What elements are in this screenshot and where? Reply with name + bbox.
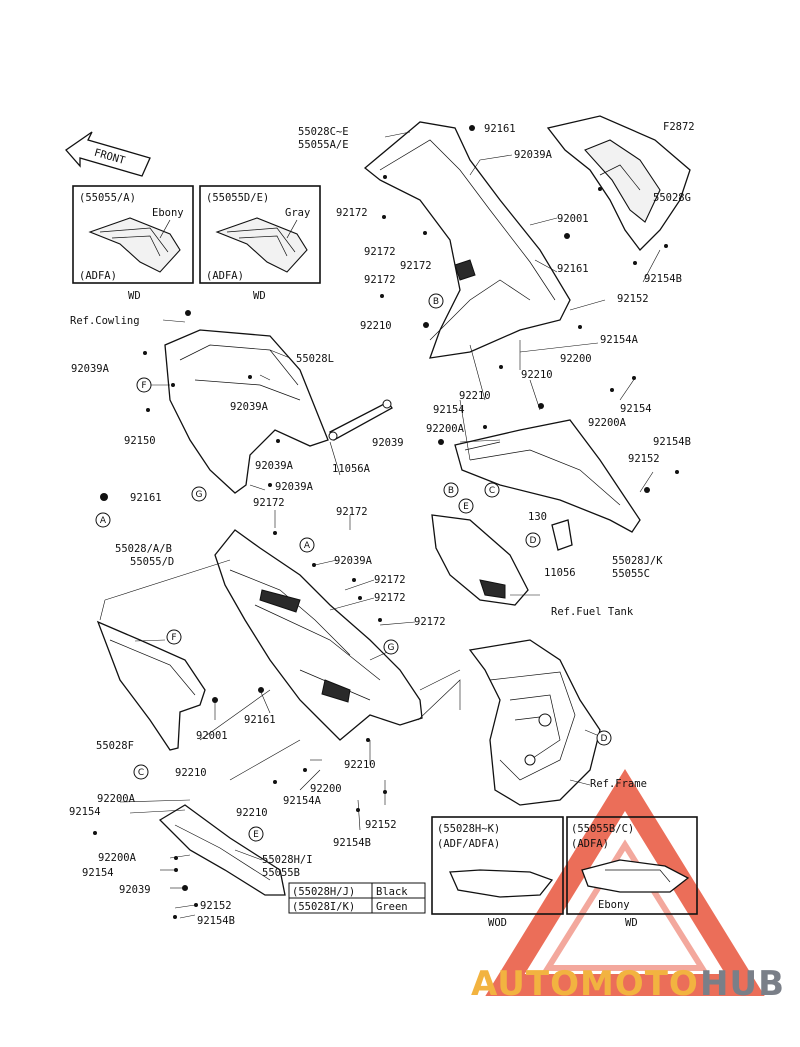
part-label: 92200: [560, 353, 592, 365]
svg-text:F: F: [171, 633, 177, 643]
part-label: 92154: [82, 867, 114, 879]
part-label: 92039A: [230, 401, 268, 413]
part-label: 55055/D: [130, 556, 175, 568]
part-label: 55028F: [96, 740, 134, 752]
part-label: 92039: [372, 437, 404, 449]
part-label: 92039A: [255, 460, 293, 472]
part-label: Ref.Fuel Tank: [551, 606, 634, 618]
svg-text:D: D: [529, 536, 537, 546]
variant-2-code: (55055D/E): [206, 192, 270, 204]
fasteners: [93, 125, 679, 919]
variant-1-footer: WD: [128, 290, 141, 302]
bottom-variant-box-1: [432, 817, 563, 914]
part-label: 92154B: [333, 837, 371, 849]
part-label: 92039A: [334, 555, 372, 567]
bottom-variant-1-footer: WOD: [488, 917, 507, 929]
part-label: 11056: [544, 567, 576, 579]
part-label: 92210: [175, 767, 207, 779]
part-label: 92172: [336, 207, 368, 219]
part-label: 92172: [253, 497, 285, 509]
part-label: 92172: [364, 274, 396, 286]
front-arrow-icon: [66, 132, 150, 176]
part-label: 92200A: [426, 423, 464, 435]
part-label: 92161: [484, 123, 516, 135]
part-label: 55028J/K: [612, 555, 663, 567]
ref-frame: [470, 640, 600, 805]
part-label: Ref.Frame: [590, 778, 647, 790]
part-label: 92210: [521, 369, 553, 381]
part-label: 92172: [364, 246, 396, 258]
part-label: 92154: [433, 404, 465, 416]
part-label: 55055C: [612, 568, 650, 580]
part-label: 92152: [617, 293, 649, 305]
variant-1-color: Ebony: [152, 207, 184, 219]
part-label: 55028C~E: [298, 126, 349, 138]
color-table-color-1: Black: [376, 886, 408, 898]
part-label: 92001: [196, 730, 228, 742]
part-label: 92210: [344, 759, 376, 771]
variant-box-1: [73, 186, 193, 283]
bottom-variant-1-code: (55028H~K): [437, 823, 501, 835]
part-label: 92001: [557, 213, 589, 225]
variant-2-footer: WD: [253, 290, 266, 302]
color-table-code-2: (55028I/K): [292, 901, 356, 913]
bottom-variant-2-color: Ebony: [598, 899, 630, 911]
figure-code: F2872: [663, 121, 695, 133]
part-label: 55028G: [653, 192, 691, 204]
part-label: 92172: [374, 574, 406, 586]
svg-text:C: C: [137, 768, 145, 778]
variant-box-2: [200, 186, 320, 283]
variant-1-model: (ADFA): [79, 270, 117, 282]
part-label: 92039A: [275, 481, 313, 493]
variant-1-code: (55055/A): [79, 192, 136, 204]
part-label: 92161: [130, 492, 162, 504]
part-label: 92161: [244, 714, 276, 726]
main-side-cowl: [215, 530, 422, 740]
bottom-variant-2-model: (ADFA): [571, 838, 609, 850]
part-label: 130: [528, 511, 547, 523]
part-label: 92152: [200, 900, 232, 912]
part-label: 92161: [557, 263, 589, 275]
variant-2-color: Gray: [285, 207, 311, 219]
part-label: 55055A/E: [298, 139, 349, 151]
part-label: 92210: [236, 807, 268, 819]
part-label: 92154: [620, 403, 652, 415]
watermark-text: [471, 964, 785, 1004]
part-label: 92210: [360, 320, 392, 332]
color-table-code-1: (55028H/J): [292, 886, 356, 898]
part-label: 92154B: [653, 436, 691, 448]
part-label: 55028L: [296, 353, 334, 365]
part-label: 92154A: [283, 795, 321, 807]
part-label: 11056A: [332, 463, 370, 475]
part-label: 92200A: [98, 852, 136, 864]
part-label: 92210: [459, 390, 491, 402]
svg-text:E: E: [463, 502, 469, 512]
side-panel-55028g: [548, 116, 690, 250]
svg-text:E: E: [253, 830, 259, 840]
color-table: [289, 883, 425, 913]
color-table-color-2: Green: [376, 901, 408, 913]
svg-text:A: A: [303, 541, 311, 551]
part-label: 92200A: [97, 793, 135, 805]
bottom-variant-2-footer: WD: [625, 917, 638, 929]
part-label: 92154B: [197, 915, 235, 927]
watermark-part2: HUB: [700, 964, 785, 1004]
svg-text:G: G: [195, 490, 203, 500]
side-piece-55028f: [98, 622, 205, 750]
svg-text:B: B: [432, 297, 440, 307]
svg-text:D: D: [600, 734, 608, 744]
part-label: 92150: [124, 435, 156, 447]
bottom-variant-2-code: (55055B/C): [571, 823, 635, 835]
part-label: 55055B: [262, 867, 300, 879]
svg-text:C: C: [488, 486, 496, 496]
bracket-11056: [552, 520, 572, 550]
part-label: 92039A: [514, 149, 552, 161]
svg-text:B: B: [447, 486, 455, 496]
part-label: 55028H/I: [262, 854, 313, 866]
part-label: 92039: [119, 884, 151, 896]
part-label: 92039A: [71, 363, 109, 375]
part-label: 92154A: [600, 334, 638, 346]
bracket-11056a: [329, 400, 392, 440]
part-label: 92152: [628, 453, 660, 465]
variant-2-model: (ADFA): [206, 270, 244, 282]
svg-text:F: F: [141, 381, 147, 391]
part-label: 92172: [374, 592, 406, 604]
part-label: 55028/A/B: [115, 543, 172, 555]
part-label: 92200A: [588, 417, 626, 429]
svg-text:G: G: [387, 643, 395, 653]
ref-fuel-tank: [432, 515, 528, 605]
front-arrow-label: FRONT: [92, 146, 127, 168]
svg-text:A: A: [99, 516, 107, 526]
part-label: Ref.Cowling: [70, 315, 140, 327]
part-label: 92154B: [644, 273, 682, 285]
part-label: 92154: [69, 806, 101, 818]
watermark-part1: AUTOMOTO: [471, 964, 699, 1004]
part-label: 92200: [310, 783, 342, 795]
bottom-variant-1-model: (ADF/ADFA): [437, 838, 501, 850]
part-label: 92172: [336, 506, 368, 518]
lower-cowl-55028jk: [455, 420, 640, 532]
part-label: 92172: [414, 616, 446, 628]
part-label: 92152: [365, 819, 397, 831]
part-label: 92172: [400, 260, 432, 272]
